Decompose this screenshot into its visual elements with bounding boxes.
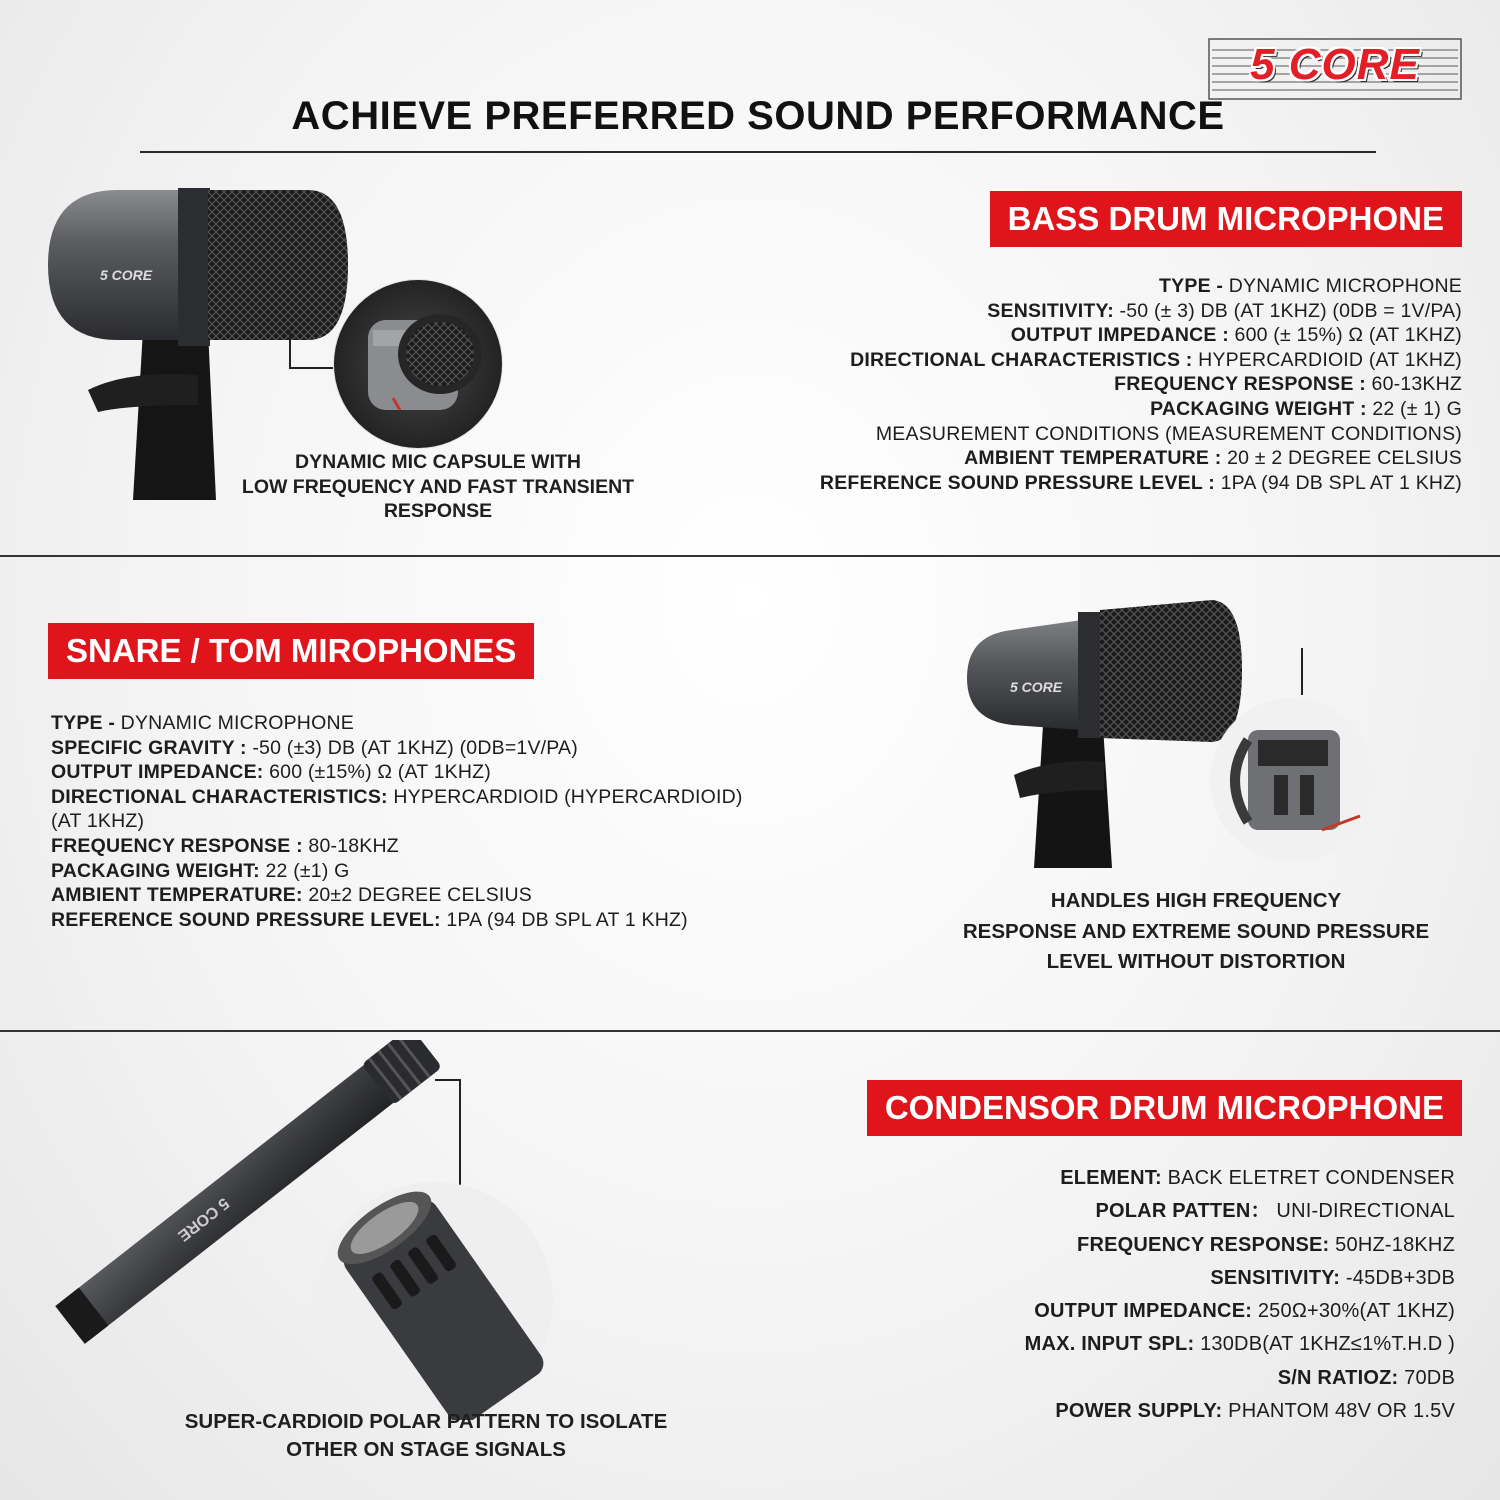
spec-value: BACK ELETRET CONDENSER [1161, 1167, 1455, 1189]
spec-label: REFERENCE SOUND PRESSURE LEVEL : [819, 471, 1215, 494]
spec-value: -50 (± 3) DB (AT 1KHZ) (0DB = 1V/PA) [1113, 299, 1462, 322]
snare-specs [51, 711, 831, 932]
spec-value: 250Ω+30%(AT 1KHZ) [1252, 1300, 1455, 1323]
condenser-spec-polar [735, 1195, 1455, 1228]
snare-mic-brand-label: 5 CORE [1010, 679, 1063, 695]
spec-label: MAX. INPUT SPL: [1024, 1333, 1195, 1356]
bass-caption-line-3: RESPONSE [383, 500, 493, 523]
bass-caption-line-2: LOW FREQUENCY AND FAST TRANSIENT [241, 475, 635, 498]
snare-caption-line-3: LEVEL WITHOUT DISTORTION [1046, 950, 1346, 973]
bass-spec-directional [762, 348, 1462, 373]
spec-value: 22 (± 1) G [1366, 397, 1462, 420]
spec-value: DYNAMIC MICROPHONE [115, 712, 354, 734]
spec-value: DYNAMIC MICROPHONE [1223, 275, 1462, 297]
spec-value: 600 (±15%) Ω (AT 1KHZ) [263, 761, 491, 784]
spec-label: DIRECTIONAL CHARACTERISTICS : [850, 348, 1193, 371]
spec-value: 600 (± 15%) Ω (AT 1KHZ) [1228, 324, 1462, 347]
condenser-caption-line-2: OTHER ON STAGE SIGNALS [286, 1438, 566, 1461]
section-divider-1 [0, 555, 1500, 557]
snare-spec-directional [51, 785, 831, 810]
spec-label: SPECIFIC GRAVITY : [51, 736, 247, 759]
condenser-specs [735, 1162, 1455, 1428]
spec-label: OUTPUT IMPEDANCE : [1010, 324, 1229, 347]
snare-spec-gravity [51, 736, 831, 761]
spec-label: PACKAGING WEIGHT : [1150, 397, 1367, 420]
snare-mic-image [962, 590, 1402, 880]
spec-label: POWER SUPPLY: [1055, 1400, 1223, 1423]
spec-value: 20 ± 2 DEGREE CELSIUS [1221, 447, 1462, 470]
snare-spec-weight [51, 859, 831, 884]
spec-value: HYPERCARDIOID (HYPERCARDIOID) [387, 785, 743, 808]
spec-value: -45DB+3DB [1340, 1266, 1455, 1289]
snare-spec-impedance [51, 760, 831, 785]
snare-caption-line-2: RESPONSE AND EXTREME SOUND PRESSURE [962, 919, 1430, 943]
spec-value: PHANTOM 48V OR 1.5V [1222, 1400, 1455, 1423]
snare-spec-spl [51, 908, 831, 933]
snare-spec-temperature [51, 883, 831, 908]
spec-label: AMBIENT TEMPERATURE : [964, 447, 1222, 470]
condenser-mic-image [40, 1040, 560, 1420]
condenser-spec-impedance [735, 1295, 1455, 1328]
spec-label: FREQUENCY RESPONSE : [1114, 373, 1366, 396]
snare-spec-frequency [51, 834, 831, 859]
bass-spec-sensitivity [762, 299, 1462, 324]
spec-label: ELEMENT: [1060, 1167, 1162, 1189]
condenser-spec-sn-ratio [735, 1362, 1455, 1395]
spec-label: FREQUENCY RESPONSE: [1077, 1233, 1330, 1256]
brand-logo [1208, 38, 1462, 100]
condenser-banner: CONDENSOR DRUM MICROPHONE [867, 1080, 1462, 1136]
spec-label: SENSITIVITY: [1210, 1266, 1341, 1289]
bass-spec-conditions [762, 422, 1462, 447]
page-title: ACHIEVE PREFERRED SOUND PERFORMANCE [291, 94, 1225, 138]
snare-caption-line-1: HANDLES HIGH FREQUENCY [1050, 889, 1342, 912]
condenser-spec-sensitivity [735, 1262, 1455, 1295]
bass-specs [762, 274, 1462, 495]
snare-banner: SNARE / TOM MIROPHONES [48, 623, 534, 679]
spec-value: 130DB(AT 1KHZ≤1%T.H.D ) [1194, 1333, 1455, 1356]
snare-spec-type [51, 711, 831, 736]
spec-label: OUTPUT IMPEDANCE: [1034, 1300, 1253, 1323]
logo-text: 5 CORE [1250, 40, 1420, 89]
spec-label: AMBIENT TEMPERATURE: [51, 884, 303, 907]
spec-value: (AT 1KHZ) [51, 810, 145, 833]
bass-caption [188, 450, 688, 524]
spec-label: POLAR PATTEN： [1095, 1200, 1271, 1223]
title-divider [140, 151, 1376, 153]
spec-label: TYPE - [51, 712, 116, 734]
spec-value: 50HZ-18KHZ [1329, 1233, 1455, 1256]
condenser-caption-line-1: SUPER-CARDIOID POLAR PATTERN TO ISOLATE [184, 1410, 668, 1433]
spec-value: -50 (±3) DB (AT 1KHZ) (0DB=1V/PA) [246, 736, 578, 759]
condenser-spec-frequency [735, 1229, 1455, 1262]
section-divider-2 [0, 1030, 1500, 1032]
spec-label: FREQUENCY RESPONSE : [51, 834, 303, 857]
condenser-mic-brand-label: 5 CORE [174, 1193, 232, 1245]
spec-label: OUTPUT IMPEDANCE: [51, 761, 264, 784]
bass-spec-type [762, 274, 1462, 299]
spec-value: 60-13KHZ [1365, 373, 1462, 396]
condenser-caption [176, 1408, 676, 1464]
spec-value: UNI-DIRECTIONAL [1270, 1200, 1455, 1223]
bass-spec-spl [762, 471, 1462, 496]
condenser-spec-power [735, 1395, 1455, 1428]
spec-label: S/N RATIOZ: [1277, 1366, 1399, 1389]
spec-label: SENSITIVITY: [987, 299, 1114, 322]
spec-value: 1PA (94 DB SPL AT 1 KHZ) [1214, 471, 1462, 494]
spec-label: PACKAGING WEIGHT: [51, 859, 260, 882]
spec-label: REFERENCE SOUND PRESSURE LEVEL: [51, 908, 441, 931]
bass-spec-frequency [762, 372, 1462, 397]
spec-value: HYPERCARDIOID (AT 1KHZ) [1192, 348, 1462, 371]
bass-banner: BASS DRUM MICROPHONE [990, 191, 1462, 247]
spec-label: DIRECTIONAL CHARACTERISTICS: [51, 785, 388, 808]
snare-spec-directional-cont [51, 809, 831, 834]
bass-mic-brand-label: 5 CORE [100, 267, 153, 283]
spec-value: 70DB [1398, 1366, 1455, 1389]
spec-value: 80-18KHZ [302, 834, 399, 857]
condenser-spec-element [735, 1162, 1455, 1195]
spec-value: MEASUREMENT CONDITIONS (MEASUREMENT CONDITIONS) [875, 422, 1462, 445]
spec-value: 20±2 DEGREE CELSIUS [302, 884, 533, 907]
condenser-spec-max-spl [735, 1328, 1455, 1361]
bass-spec-impedance [762, 323, 1462, 348]
bass-spec-temperature [762, 446, 1462, 471]
spec-value: 1PA (94 DB SPL AT 1 KHZ) [440, 908, 688, 931]
spec-label: TYPE - [1159, 275, 1224, 297]
spec-value: 22 (±1) G [259, 859, 350, 882]
bass-spec-weight [762, 397, 1462, 422]
snare-caption [946, 886, 1446, 978]
bass-caption-line-1: DYNAMIC MIC CAPSULE WITH [295, 451, 581, 473]
